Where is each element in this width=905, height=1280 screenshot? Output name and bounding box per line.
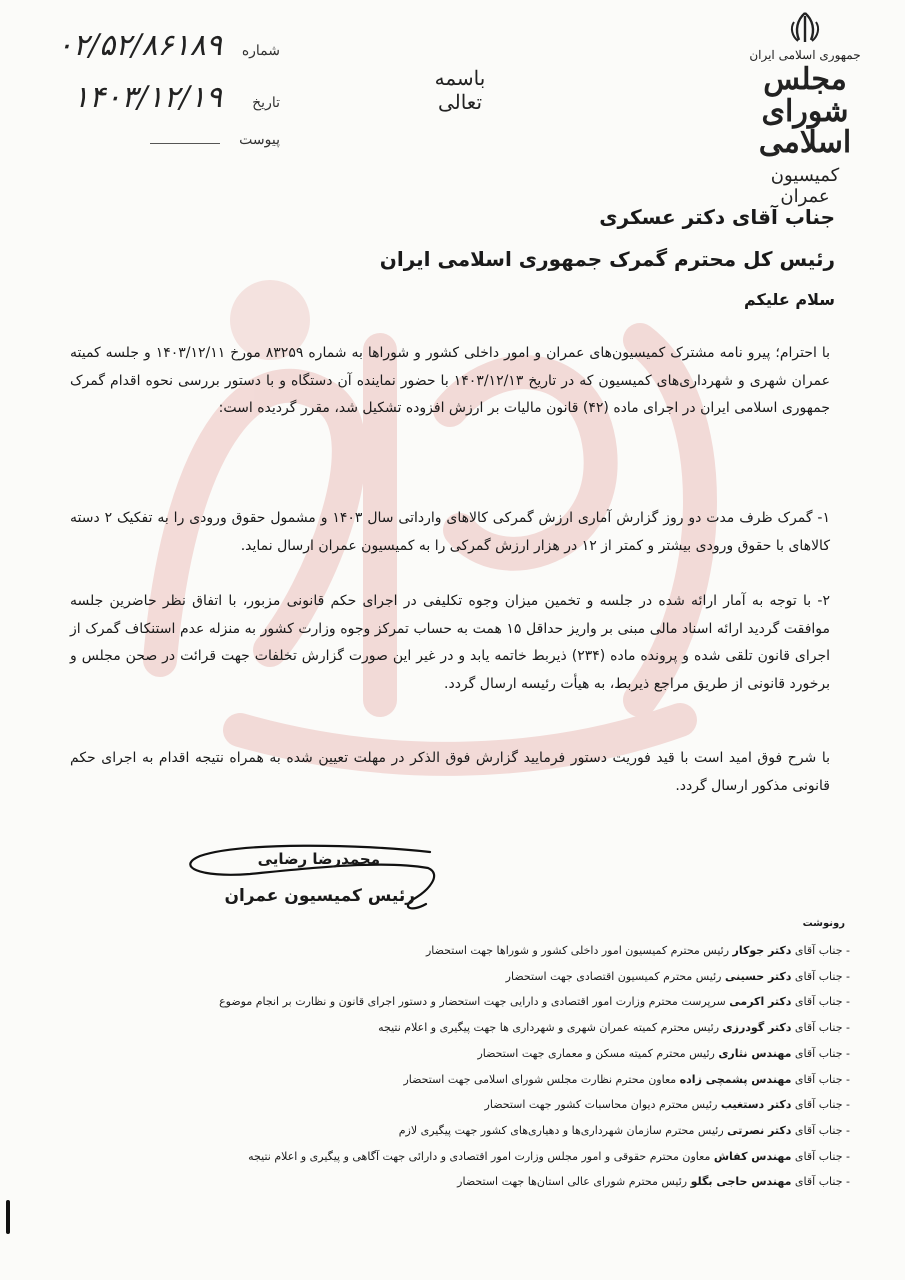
attachment-label: پیوست [239, 132, 280, 148]
date-value: ۱۴۰۳/۱۲/۱۹ [72, 80, 222, 115]
letter-attachment-row [40, 132, 280, 184]
emblem-commission-name: کمیسیون عمران [770, 164, 840, 207]
list-item: - جناب آقای دکتر نصرتی رئیس محترم سازمان شهرداری‌ها و دهیاری‌های کشور جهت پیگیری لازم [398, 1123, 850, 1137]
signatory-name: محمدرضا رضایی [257, 850, 380, 868]
list-item [70, 588, 830, 698]
basmala: باسمه تعالی [434, 66, 486, 114]
number-value: ۰۲/۵۲/۸۶۱۸۹ [56, 28, 222, 63]
letterhead-emblem [745, 10, 865, 207]
list-item: - جناب آقای دکتر گودرزی رئیس محترم کمیته عمران شهری و شهرداری ها جهت پیگیری و اعلام نتیجه [378, 1021, 850, 1035]
salutation: سلام علیکم [743, 290, 835, 309]
item-text: گمرک ظرف مدت دو روز گزارش آماری ارزش گمرکی کالاهای وارداتی سال ۱۴۰۳ و مشمول حقوق ورودی را به تفکیک ۲ دسته کالاهای با حقوق ورودی بیشتر و کمتر از ۱۲ در هزار ارزش گمرکی را به کمیسیون عمران ارسال نماید. [70, 510, 830, 554]
signatory-title: رئیس کمیسیون عمران [224, 886, 415, 906]
letter-meta [40, 28, 280, 184]
letter-number-row [40, 28, 280, 80]
list-item: - جناب آقای دکتر اکرمی سرپرست محترم وزارت امور اقتصادی و دارایی جهت استحضار و دستور اجرای قانون و نظارت بر انجام موضوع [219, 995, 850, 1009]
date-label: تاریخ [252, 95, 280, 111]
attachment-blank-line [150, 143, 220, 144]
emblem-country: جمهوری اسلامی ایران [749, 48, 861, 62]
emblem-parliament-name: مجلس شورای اسلامی [758, 62, 852, 160]
addressee-name: جناب آقای دکتر عسکری [599, 205, 835, 229]
addressee-title: رئیس کل محترم گمرک جمهوری اسلامی ایران [379, 247, 835, 271]
scan-edge-mark [6, 1200, 10, 1234]
item-text: با توجه به آمار ارائه شده در جلسه و تخمین میزان وجوه تکلیفی در اجرای حکم قانونی مزبور، با اتفاق نظر حاضرین جلسه موافقت گردید ارائه اسناد مالی مبنی بر واریز حداقل ۱۵ همت به حساب تمرکز وجوه وزارت کشور به منزله عدم استنکاف گمرک از اجرای قانون تلقی شده و پرونده ماده (۲۳۴) ذیربط خاتمه یابد و در غیر این صورت گزارش تخلفات جهت قرائت در صحن مجلس و برخورد قانونی از طریق مراجع ذیربط، به هیأت رئیسه ارسال گردد. [70, 593, 831, 692]
number-label: شماره [241, 43, 280, 59]
list-item: - جناب آقای دکتر حسینی رئیس محترم کمیسیون اقتصادی جهت استحضار [505, 969, 850, 983]
islamic-republic-emblem-icon [787, 10, 823, 46]
addressee [75, 196, 835, 280]
list-item: - جناب آقای مهندس پشمچی زاده معاون محترم نظارت مجلس شورای اسلامی جهت استحضار [403, 1072, 850, 1086]
list-item [70, 505, 830, 560]
closing-paragraph: با شرح فوق امید است با قید فوریت دستور فرمایید گزارش فوق الذکر در مهلت تعیین شده به همراه نتیجه اقدام به اجرای حکم قانونی مذکور ارسال گردد. [70, 750, 830, 794]
intro-paragraph: با احترام؛ پیرو نامه مشترک کمیسیون‌های عمران و امور داخلی کشور و شوراها به شماره ۸۳۲۵۹ مورخ ۱۴۰۳/۱۲/۱۱ و جلسه کمیته عمران شهری و شهرداری‌های کمیسیون که در تاریخ ۱۴۰۳/۱۲/۱۳ با حضور نماینده آن دستگاه و با دستور بررسی نحوه اقدام گمرک جمهوری اسلامی ایران در اجرای ماده (۴۲) قانون مالیات بر ارزش افزوده تشکیل شد، مقرر گردیده است: [70, 345, 831, 416]
signature-block [180, 838, 440, 918]
letter-date-row [40, 80, 280, 132]
list-item: - جناب آقای دکتر جوکار رئیس محترم کمیسیون امور داخلی کشور و شوراها جهت استحضار [425, 944, 850, 957]
list-item: - جناب آقای مهندس نثاری رئیس محترم کمیته مسکن و معماری جهت استحضار [477, 1046, 850, 1060]
list-item: - جناب آقای مهندس کفاش معاون محترم حقوقی و امور مجلس وزارت امور اقتصادی و دارائی جهت آگاهی و پیگیری و اعلام نتیجه [248, 1149, 850, 1163]
cc-list [90, 938, 850, 1195]
cc-heading: رونوشت [802, 918, 845, 929]
list-item: - جناب آقای مهندس حاجی بگلو رئیس محترم شورای عالی استان‌ها جهت استحضار [457, 1175, 850, 1189]
item-number: ۱- [817, 510, 830, 526]
list-item: - جناب آقای دکتر دستغیب رئیس محترم دیوان محاسبات کشور جهت استحضار [484, 1098, 850, 1112]
item-number: ۲- [817, 593, 830, 609]
